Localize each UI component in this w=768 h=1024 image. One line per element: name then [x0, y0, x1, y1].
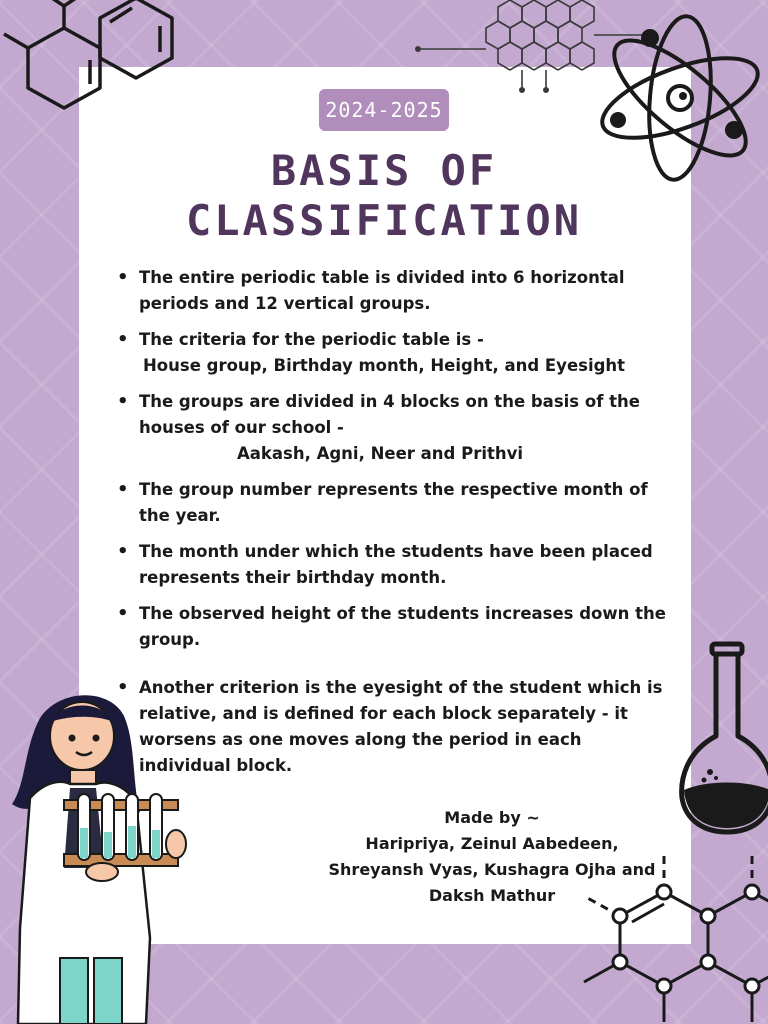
credits-names: Haripriya, Zeinul Aabedeen, [365, 834, 619, 853]
bullet-text: • The entire periodic table is divided into 6 horizontal periods and 12 vertical groups. [139, 268, 625, 313]
credits-heading: Made by ~ [444, 808, 540, 827]
bullet-list [117, 265, 677, 789]
list-item [117, 675, 677, 779]
bullet-subtext: Aakash, Agni, Neer and Prithvi [237, 444, 524, 463]
list-item [117, 327, 677, 379]
credits-names: Daksh Mathur [428, 886, 556, 905]
bullet-text: • The criteria for the periodic table is - [139, 330, 484, 349]
list-item [117, 601, 677, 653]
list-item [117, 265, 677, 317]
page-title-line1: BASIS OF [270, 146, 498, 195]
list-item [117, 389, 677, 467]
credits-names: Shreyansh Vyas, Kushagra Ojha and [328, 860, 656, 879]
bullet-text: • The observed height of the students increases down the group. [139, 604, 666, 649]
scientist-girl-with-test-tubes-illustration [0, 688, 200, 1024]
molecule-structure-icon [580, 850, 768, 1024]
flask-icon [676, 640, 768, 840]
bullet-text: • The groups are divided in 4 blocks on the basis of the houses of our school - [139, 392, 640, 437]
list-item [117, 477, 677, 529]
year-badge: 2024-2025 [319, 89, 449, 131]
bullet-text: • The group number represents the respective month of the year. [139, 480, 648, 525]
bullet-text: • Another criterion is the eyesight of the student which is relative, and is defined for each block separately - it worsens as one moves along the period in each individual block. [139, 678, 663, 775]
bullet-text: • The month under which the students have been placed represents their birthday month. [139, 542, 653, 587]
page-title-line2: CLASSIFICATION [185, 196, 582, 245]
molecule-structure-icon [0, 0, 190, 120]
bullet-subtext: House group, Birthday month, Height, and Eyesight [143, 356, 626, 375]
list-item [117, 539, 677, 591]
